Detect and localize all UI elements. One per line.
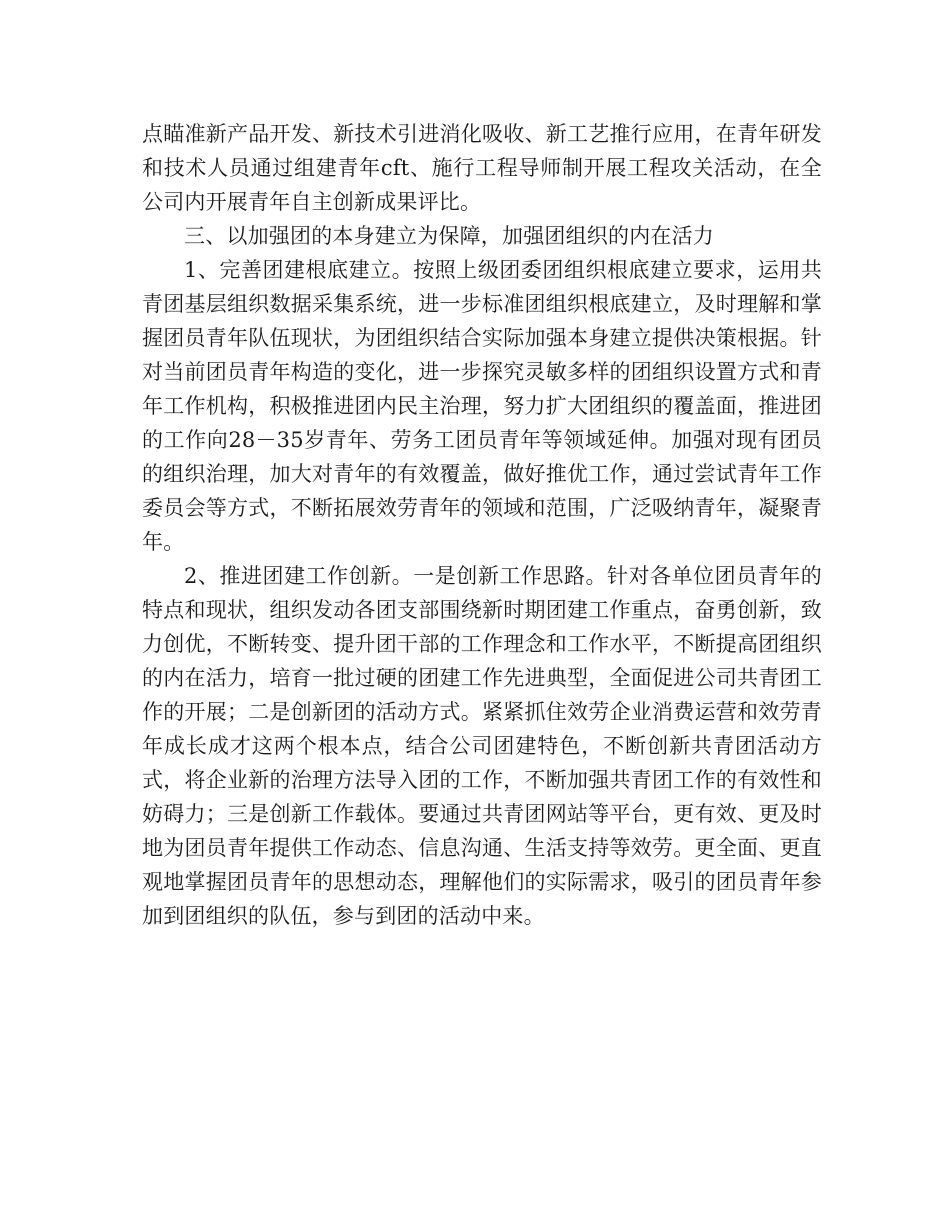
paragraph-item-2: 2、推进团建工作创新。一是创新工作思路。针对各单位团员青年的特点和现状，组织发动各团支部围绕新时期团建工作重点，奋勇创新，致力创优，不断转变、提升团干部的工作理念和工作水平，不断提高团组织的内在活力，培育一批过硬的团建工作先进典型，全面促进公司共青团工作的开展；二是创新团的活动方式。紧紧抓住效劳企业消费运营和效劳青年成长成才这两个根本点，结合公司团建特色，不断创新共青团活动方式，将企业新的治理方法导入团的工作，不断加强共青团工作的有效性和妨碍力；三是创新工作载体。要通过共青团网站等平台，更有效、更及时地为团员青年提供工作动态、信息沟通、生活支持等效劳。更全面、更直观地掌握团员青年的思想动态，理解他们的实际需求，吸引的团员青年参加到团组织的队伍，参与到团的活动中来。 bbox=[142, 564, 822, 928]
document-body bbox=[142, 117, 822, 933]
paragraph-continuation: 点瞄准新产品开发、新技术引进消化吸收、新工艺推行应用，在青年研发和技术人员通过组建青年cft、施行工程导师制开展工程攻关活动，在全公司内开展青年自主创新成果评比。 bbox=[142, 122, 822, 214]
section-heading-three: 三、以加强团的本身建立为保障，加强团组织的内在活力 bbox=[184, 224, 714, 248]
paragraph-item-1: 1、完善团建根底建立。按照上级团委团组织根底建立要求，运用共青团基层组织数据采集系统，进一步标准团组织根底建立，及时理解和掌握团员青年队伍现状，为团组织结合实际加强本身建立提供决策根据。针对当前团员青年构造的变化，进一步探究灵敏多样的团组织设置方式和青年工作机构，积极推进团内民主治理，努力扩大团组织的覆盖面，推进团的工作向28－35岁青年、劳务工团员青年等领域延伸。加强对现有团员的组织治理，加大对青年的有效覆盖，做好推优工作，通过尝试青年工作委员会等方式，不断拓展效劳青年的领域和范围，广泛吸纳青年，凝聚青年。 bbox=[142, 258, 822, 554]
